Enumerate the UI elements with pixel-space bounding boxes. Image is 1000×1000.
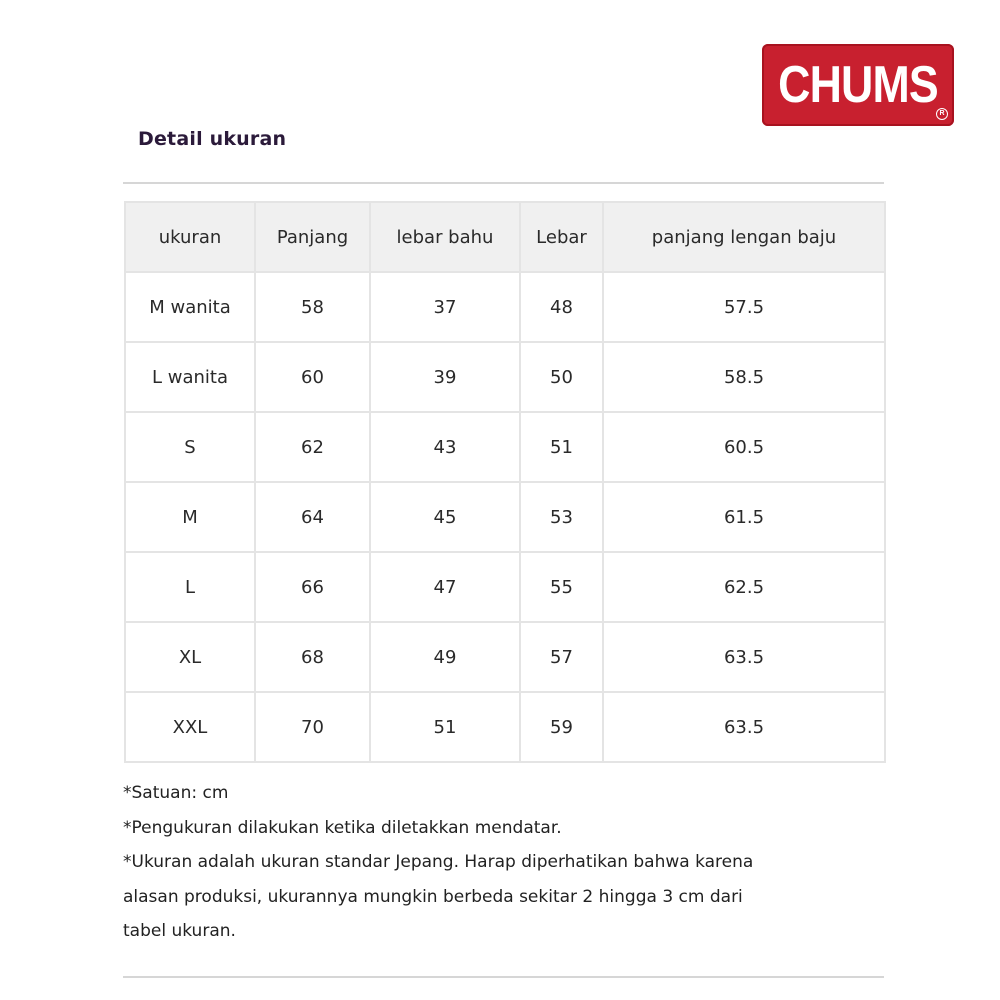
cell-lebar-bahu: 37 [370,272,520,342]
table-row [125,692,885,762]
note-measurement: *Pengukuran dilakukan ketika diletakkan mendatar. [123,817,562,838]
note-standard-line-1: *Ukuran adalah ukuran standar Jepang. Harap diperhatikan bahwa karena [123,852,754,872]
logo-text: CHUMS [778,56,938,114]
cell-lebar: 57 [520,622,603,692]
cell-lebar: 55 [520,552,603,622]
page-title: Detail ukuran [138,128,287,150]
cell-panjang-lengan: 60.5 [603,412,885,482]
cell-lebar-bahu: 43 [370,412,520,482]
cell-lebar: 48 [520,272,603,342]
header-lebar: Lebar [520,202,603,272]
notes [123,776,883,949]
cell-size: XL [125,622,255,692]
cell-lebar: 50 [520,342,603,412]
cell-panjang: 58 [255,272,370,342]
note-standard-line-2: alasan produksi, ukurannya mungkin berbeda sekitar 2 hingga 3 cm dari [123,886,743,907]
header-ukuran: ukuran [125,202,255,272]
size-table [124,201,886,763]
cell-panjang-lengan: 58.5 [603,342,885,412]
cell-lebar-bahu: 51 [370,692,520,762]
cell-panjang: 62 [255,412,370,482]
table-row [125,342,885,412]
cell-panjang-lengan: 63.5 [603,692,885,762]
header-panjang-lengan-baju: panjang lengan baju [603,202,885,272]
cell-lebar: 53 [520,482,603,552]
chums-logo [762,44,954,126]
note-unit: *Satuan: cm [123,783,229,803]
header-panjang: Panjang [255,202,370,272]
cell-size: S [125,412,255,482]
header-lebar-bahu: lebar bahu [370,202,520,272]
cell-panjang-lengan: 57.5 [603,272,885,342]
registered-mark-icon: R [936,108,948,120]
divider-top [123,182,884,184]
cell-panjang-lengan: 62.5 [603,552,885,622]
divider-bottom [123,976,884,978]
table-row [125,482,885,552]
note-standard-line-3: tabel ukuran. [123,921,236,941]
cell-lebar-bahu: 47 [370,552,520,622]
cell-panjang-lengan: 61.5 [603,482,885,552]
cell-lebar-bahu: 49 [370,622,520,692]
cell-size: XXL [125,692,255,762]
cell-panjang: 60 [255,342,370,412]
cell-panjang: 64 [255,482,370,552]
cell-lebar: 51 [520,412,603,482]
cell-lebar-bahu: 39 [370,342,520,412]
cell-panjang: 66 [255,552,370,622]
cell-size: M wanita [125,272,255,342]
table-row [125,622,885,692]
cell-lebar: 59 [520,692,603,762]
table-row [125,272,885,342]
cell-size: M [125,482,255,552]
cell-size: L wanita [125,342,255,412]
table-row [125,412,885,482]
cell-panjang: 68 [255,622,370,692]
cell-panjang: 70 [255,692,370,762]
cell-size: L [125,552,255,622]
table-header-row [125,202,885,272]
cell-lebar-bahu: 45 [370,482,520,552]
cell-panjang-lengan: 63.5 [603,622,885,692]
table-row [125,552,885,622]
